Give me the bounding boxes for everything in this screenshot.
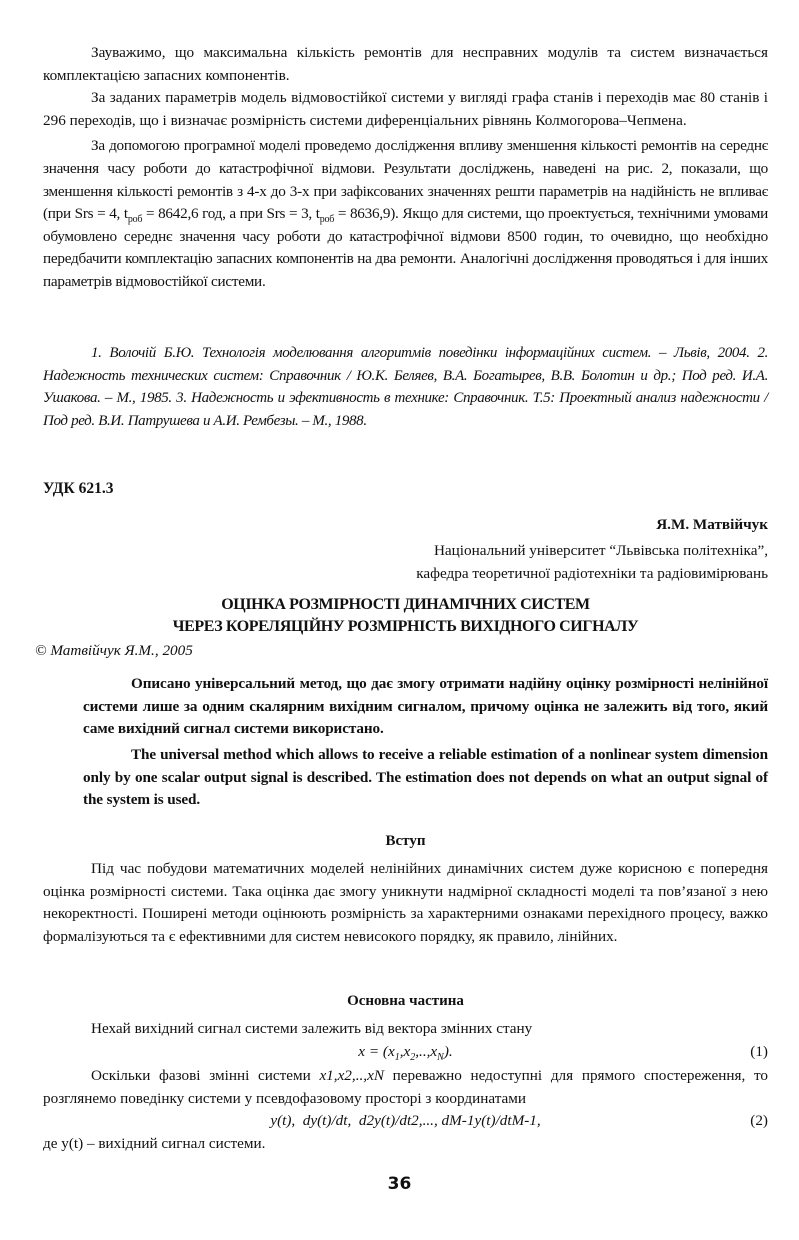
section-heading-intro: Вступ	[385, 833, 426, 849]
paragraph: Зауважимо, що максимальна кількість ремонтів для несправних модулів та систем визначається комплектацією запасних компонентів.	[43, 44, 768, 84]
continuation-section	[43, 42, 768, 294]
affiliation-line: кафедра теоретичної радіотехніки та радіовимірювань	[416, 564, 768, 582]
equation-expression: y(t), dy(t)/dt, d2y(t)/dt2,..., dM-1y(t)/dtM-1,	[270, 1112, 541, 1130]
equation-number: (2)	[750, 1112, 768, 1130]
main-section	[43, 1018, 768, 1156]
paragraph: Нехай вихідний сигнал системи залежить від вектора змінних стану	[91, 1020, 533, 1037]
equation-1	[43, 1041, 768, 1064]
abstract-ukrainian	[83, 673, 768, 741]
author: Я.М. Матвійчук	[656, 516, 768, 533]
equation-number: (1)	[750, 1042, 768, 1060]
abstract-text: Описано універсальний метод, що дає змогу отримати надійну оцінку розмірності нелінійної системи лише за одним скалярним вихідним сигналом, причому оцінка не залежить від того, який саме вихідний сигнал системи використано.	[83, 675, 768, 738]
references	[43, 342, 768, 432]
udk-code: УДК 621.3	[43, 480, 114, 497]
paragraph: де y(t) – вихідний сигнал системи.	[43, 1134, 266, 1152]
abstract-english	[83, 744, 768, 812]
affiliation	[43, 540, 768, 585]
equation-2	[43, 1110, 768, 1133]
paragraph: Оскільки фазові змінні системи x1,x2,..,xN переважно недоступні для прямого спостереження, то розглянемо поведінку системи у псевдофазовому просторі з координатами	[43, 1067, 768, 1107]
equation-expression: $x = (x_1,x_2,..,x_N)$.	[358, 1042, 453, 1063]
paragraph: Під час побудови математичних моделей нелінійних динамічних систем дуже корисною є попередня оцінка розмірності системи. Така оцінка дає змогу уникнути надмірної складності моделі та пов’язаної з нею некоректності. Поширені методи оцінюють розмірність за характерними ознаками перехідного процесу, важко формалізуються та є ефективними для систем невисокого порядку, як правило, лінійних.	[43, 860, 768, 945]
article-title	[43, 594, 768, 638]
copyright: © Матвійчук Я.М., 2005	[35, 642, 193, 659]
intro-section	[43, 858, 768, 948]
page-number: 36	[387, 1174, 412, 1194]
paragraph: За заданих параметрів модель відмовостійкої системи у вигляді графа станів і переходів має 80 станів і 296 переходів, що і визначає розмірність системи диференціальних рівнянь Колмогорова–Чепмена.	[43, 89, 768, 129]
title-line: ЧЕРЕЗ КОРЕЛЯЦІЙНУ РОЗМІРНІСТЬ ВИХІДНОГО СИГНАЛУ	[172, 618, 639, 635]
paragraph: За допомогою програмної моделі проведемо дослідження впливу зменшення кількості ремонтів на середнє значення часу роботи до катастрофічної відмови. Результати досліджень, наведені на рис. 2, показали, що зменшення кількості ремонтів з 4-х до 3-х при зафіксованих значеннях решти параметрів на надійність не впливає (при Srs = 4, $t_{роб} = 8642,6$ год, а при Srs = 3, $t_{роб} = 8636,9$). Якщо для системи, що проектується, технічними умовами обумовлено середнє значення часу роботи до катастрофічної відмови 8500 годин, то очевидно, що необхідно передбачити комплектацію запасних компонентів на два ремонти. Аналогічні дослідження проводяться і для інших параметрів відмовостійкої системи.	[43, 137, 768, 290]
title-line: ОЦІНКА РОЗМІРНОСТІ ДИНАМІЧНИХ СИСТЕМ	[221, 596, 590, 613]
abstract-text: The universal method which allows to receive a reliable estimation of a nonlinear system dimension only by one scalar output signal is described. The estimation does not depends on what an output signal of the system is used.	[83, 746, 768, 809]
affiliation-line: Національний університет “Львівська політехніка”,	[433, 542, 768, 559]
section-heading-main: Основна частина	[347, 993, 464, 1009]
reference-list: 1. Волочій Б.Ю. Технологія моделювання алгоритмів поведінки інформаційних систем. – Львів, 2004. 2. Надежность технических систем: Справочник / Ю.К. Беляев, В.А. Богатырев, В.В. Болотин и др.; Под ред. И.А. Ушакова. – М., 1985. 3. Надежность и эфективность в технике: Справочник. Т.5: Проектный анализ надежности / Под ред. В.И. Патрушева и А.И. Рембезы. – М., 1988.	[43, 345, 768, 429]
